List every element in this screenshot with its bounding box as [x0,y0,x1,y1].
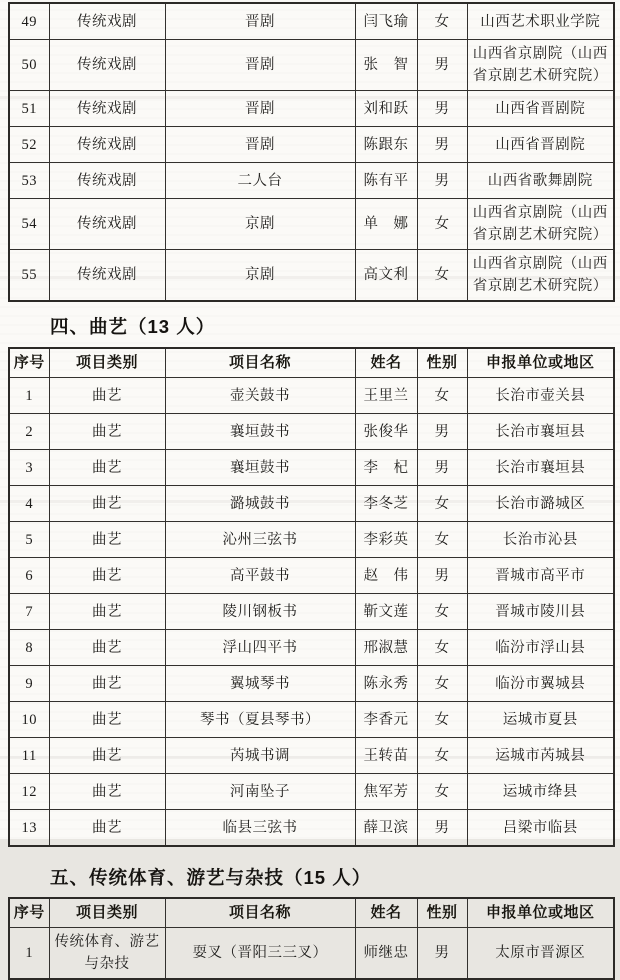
table-cell: 1 [9,928,49,980]
table-row [9,91,614,127]
table-cell: 山西省晋剧院 [467,127,614,163]
table-cell: 曲艺 [49,738,165,774]
table-cell: 陈跟东 [355,127,417,163]
table-cell: 晋剧 [165,40,355,91]
table-cell: 6 [9,558,49,594]
table-cell: 男 [417,928,467,980]
table-body [9,378,614,847]
table-cell: 晋剧 [165,91,355,127]
table-quyi [8,347,615,847]
table-cell: 8 [9,630,49,666]
table-row [9,558,614,594]
table-cell: 4 [9,486,49,522]
table-cell: 陈有平 [355,163,417,199]
table-cell: 临汾市翼城县 [467,666,614,702]
table-cell: 陵川钢板书 [165,594,355,630]
table-row [9,163,614,199]
table-cell: 运城市芮城县 [467,738,614,774]
table-cell: 单 娜 [355,199,417,250]
table-cell: 男 [417,91,467,127]
table-cell: 曲艺 [49,630,165,666]
table-cell: 高文利 [355,250,417,302]
table-cell: 曲艺 [49,450,165,486]
column-header: 申报单位或地区 [467,348,614,378]
table-body [9,928,614,980]
table-cell: 闫飞瑜 [355,3,417,40]
table-cell: 女 [417,630,467,666]
table-cell: 京剧 [165,250,355,302]
table-row [9,522,614,558]
table-cell: 女 [417,666,467,702]
table-cell: 赵 伟 [355,558,417,594]
table-row [9,450,614,486]
table-cell: 李冬芝 [355,486,417,522]
table-cell: 5 [9,522,49,558]
table-cell: 女 [417,3,467,40]
table-cell: 女 [417,378,467,414]
table-cell: 京剧 [165,199,355,250]
table-cell: 张 智 [355,40,417,91]
table-cell: 51 [9,91,49,127]
table-cell: 女 [417,738,467,774]
column-header: 姓名 [355,898,417,928]
column-header: 项目类别 [49,348,165,378]
table-cell: 54 [9,199,49,250]
table-cell: 男 [417,414,467,450]
table-cell: 长治市沁县 [467,522,614,558]
table-row [9,3,614,40]
table-row [9,738,614,774]
table-cell: 晋城市陵川县 [467,594,614,630]
table-cell: 传统戏剧 [49,199,165,250]
column-header: 序号 [9,898,49,928]
section-title-quyi: 四、曲艺（13 人） [50,316,216,337]
table-cell: 52 [9,127,49,163]
table-cell: 吕梁市临县 [467,810,614,847]
table-cell: 琴书（夏县琴书） [165,702,355,738]
table-cell: 曲艺 [49,774,165,810]
table-cell: 临县三弦书 [165,810,355,847]
table-cell: 7 [9,594,49,630]
table-cell: 男 [417,127,467,163]
table-cell: 壶关鼓书 [165,378,355,414]
table-cell: 11 [9,738,49,774]
table-cell: 焦军芳 [355,774,417,810]
table-row [9,40,614,91]
table-cell: 李 杞 [355,450,417,486]
table-cell: 邢淑慧 [355,630,417,666]
table-cell: 9 [9,666,49,702]
table-cell: 山西省歌舞剧院 [467,163,614,199]
table-cell: 55 [9,250,49,302]
table-traditional-opera-continued [8,2,615,302]
table-cell: 49 [9,3,49,40]
table-cell: 李香元 [355,702,417,738]
table-cell: 长治市襄垣县 [467,414,614,450]
table-cell: 耍叉（晋阳三三叉） [165,928,355,980]
table-cell: 王里兰 [355,378,417,414]
table-row [9,810,614,847]
table-row [9,630,614,666]
column-header: 申报单位或地区 [467,898,614,928]
table-cell: 长治市壶关县 [467,378,614,414]
table-cell: 2 [9,414,49,450]
column-header: 姓名 [355,348,417,378]
table-cell: 10 [9,702,49,738]
table-cell: 襄垣鼓书 [165,414,355,450]
table-cell: 陈永秀 [355,666,417,702]
table-row [9,774,614,810]
table-cell: 传统戏剧 [49,163,165,199]
table-sports-games-acrobatics [8,897,615,980]
table-row [9,127,614,163]
table-cell: 传统体育、游艺与杂技 [49,928,165,980]
table-cell: 师继忠 [355,928,417,980]
table-cell: 曲艺 [49,522,165,558]
table-cell: 3 [9,450,49,486]
table-cell: 女 [417,486,467,522]
table-row [9,666,614,702]
table-cell: 1 [9,378,49,414]
table-cell: 山西省京剧院（山西省京剧艺术研究院） [467,250,614,302]
table-cell: 王转苗 [355,738,417,774]
table-cell: 女 [417,250,467,302]
column-header: 项目名称 [165,898,355,928]
table-cell: 晋剧 [165,127,355,163]
table-cell: 刘和跃 [355,91,417,127]
table-cell: 曲艺 [49,666,165,702]
column-header: 项目类别 [49,898,165,928]
table-cell: 靳文莲 [355,594,417,630]
table-cell: 曲艺 [49,558,165,594]
table-cell: 沁州三弦书 [165,522,355,558]
table-cell: 传统戏剧 [49,91,165,127]
table-cell: 薛卫滨 [355,810,417,847]
table-cell: 13 [9,810,49,847]
table-cell: 河南坠子 [165,774,355,810]
table-cell: 曲艺 [49,594,165,630]
table-cell: 芮城书调 [165,738,355,774]
table-header [9,348,614,378]
table-row [9,414,614,450]
table-cell: 男 [417,450,467,486]
table-cell: 长治市潞城区 [467,486,614,522]
header-row [9,898,614,928]
table-cell: 晋城市高平市 [467,558,614,594]
table-cell: 曲艺 [49,486,165,522]
table-cell: 12 [9,774,49,810]
column-header: 性别 [417,898,467,928]
table-cell: 男 [417,40,467,91]
table-cell: 传统戏剧 [49,127,165,163]
table-cell: 传统戏剧 [49,40,165,91]
column-header: 序号 [9,348,49,378]
table-cell: 传统戏剧 [49,3,165,40]
column-header: 性别 [417,348,467,378]
table-cell: 女 [417,199,467,250]
table-row [9,702,614,738]
table-cell: 襄垣鼓书 [165,450,355,486]
table-cell: 曲艺 [49,414,165,450]
table-cell: 男 [417,810,467,847]
table-cell: 女 [417,522,467,558]
table-row [9,250,614,302]
table-cell: 潞城鼓书 [165,486,355,522]
section-title-sports-games-acrobatics: 五、传统体育、游艺与杂技（15 人） [50,867,372,888]
table-row [9,378,614,414]
header-row [9,348,614,378]
table-cell: 曲艺 [49,810,165,847]
table-cell: 高平鼓书 [165,558,355,594]
table-cell: 男 [417,558,467,594]
table-cell: 传统戏剧 [49,250,165,302]
table-cell: 山西省京剧院（山西省京剧艺术研究院） [467,40,614,91]
table-row [9,199,614,250]
table-cell: 二人台 [165,163,355,199]
table-row [9,486,614,522]
table-cell: 临汾市浮山县 [467,630,614,666]
table-cell: 女 [417,774,467,810]
table-cell: 翼城琴书 [165,666,355,702]
table-row [9,594,614,630]
table-cell: 浮山四平书 [165,630,355,666]
table-cell: 男 [417,163,467,199]
table-cell: 运城市夏县 [467,702,614,738]
table-cell: 50 [9,40,49,91]
table-cell: 长治市襄垣县 [467,450,614,486]
table-cell: 晋剧 [165,3,355,40]
table-cell: 张俊华 [355,414,417,450]
table-body [9,3,614,301]
table-cell: 女 [417,594,467,630]
table-cell: 曲艺 [49,702,165,738]
table-cell: 女 [417,702,467,738]
table-cell: 曲艺 [49,378,165,414]
table-cell: 运城市绛县 [467,774,614,810]
table-cell: 山西省京剧院（山西省京剧艺术研究院） [467,199,614,250]
table-header [9,898,614,928]
table-row [9,928,614,980]
table-cell: 李彩英 [355,522,417,558]
table-cell: 山西艺术职业学院 [467,3,614,40]
table-cell: 太原市晋源区 [467,928,614,980]
table-cell: 53 [9,163,49,199]
table-cell: 山西省晋剧院 [467,91,614,127]
column-header: 项目名称 [165,348,355,378]
